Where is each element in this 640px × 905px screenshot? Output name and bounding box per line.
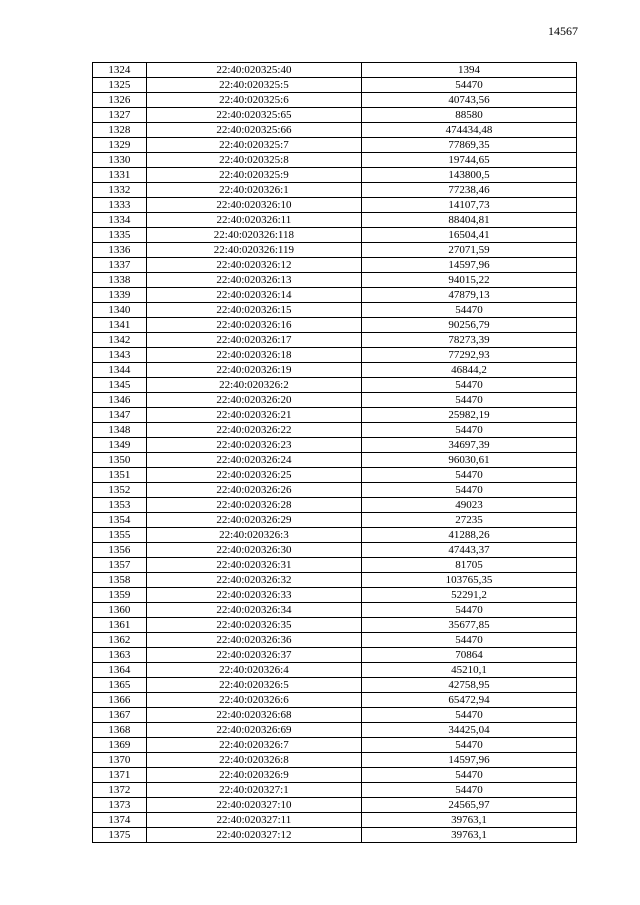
value-cell: 103765,35: [362, 573, 577, 588]
row-number-cell: 1332: [93, 183, 147, 198]
value-cell: 34697,39: [362, 438, 577, 453]
table-row: [93, 183, 577, 198]
value-cell: 47443,37: [362, 543, 577, 558]
value-cell: 65472,94: [362, 693, 577, 708]
row-number-cell: 1327: [93, 108, 147, 123]
page-number: 14567: [548, 24, 578, 38]
cadastral-number-cell: 22:40:020326:16: [146, 318, 361, 333]
row-number-cell: 1368: [93, 723, 147, 738]
row-number-cell: 1339: [93, 288, 147, 303]
table-row: [93, 783, 577, 798]
value-cell: 77869,35: [362, 138, 577, 153]
row-number-cell: 1362: [93, 633, 147, 648]
row-number-cell: 1365: [93, 678, 147, 693]
table-row: [93, 198, 577, 213]
table-row: [93, 513, 577, 528]
table-row: [93, 603, 577, 618]
table-row: [93, 753, 577, 768]
cadastral-number-cell: 22:40:020326:33: [146, 588, 361, 603]
row-number-cell: 1347: [93, 408, 147, 423]
table-row: [93, 333, 577, 348]
row-number-cell: 1361: [93, 618, 147, 633]
value-cell: 70864: [362, 648, 577, 663]
row-number-cell: 1325: [93, 78, 147, 93]
table-row: [93, 693, 577, 708]
table-row: [93, 288, 577, 303]
table-row: [93, 138, 577, 153]
value-cell: 88580: [362, 108, 577, 123]
value-cell: 25982,19: [362, 408, 577, 423]
row-number-cell: 1370: [93, 753, 147, 768]
table-row: [93, 633, 577, 648]
row-number-cell: 1345: [93, 378, 147, 393]
table-row: [93, 723, 577, 738]
cadastral-number-cell: 22:40:020325:8: [146, 153, 361, 168]
row-number-cell: 1328: [93, 123, 147, 138]
row-number-cell: 1326: [93, 93, 147, 108]
value-cell: 42758,95: [362, 678, 577, 693]
cadastral-number-cell: 22:40:020326:26: [146, 483, 361, 498]
table-row: [93, 588, 577, 603]
row-number-cell: 1338: [93, 273, 147, 288]
cadastral-number-cell: 22:40:020325:40: [146, 63, 361, 78]
table-row: [93, 528, 577, 543]
cadastral-number-cell: 22:40:020326:69: [146, 723, 361, 738]
value-cell: 27235: [362, 513, 577, 528]
cadastral-number-cell: 22:40:020326:29: [146, 513, 361, 528]
table-row: [93, 213, 577, 228]
row-number-cell: 1349: [93, 438, 147, 453]
value-cell: 54470: [362, 483, 577, 498]
row-number-cell: 1364: [93, 663, 147, 678]
cadastral-number-cell: 22:40:020326:10: [146, 198, 361, 213]
cadastral-number-cell: 22:40:020326:118: [146, 228, 361, 243]
row-number-cell: 1348: [93, 423, 147, 438]
value-cell: 39763,1: [362, 813, 577, 828]
table-row: [93, 168, 577, 183]
row-number-cell: 1360: [93, 603, 147, 618]
cadastral-number-cell: 22:40:020325:66: [146, 123, 361, 138]
value-cell: 46844,2: [362, 363, 577, 378]
table-row: [93, 318, 577, 333]
cadastral-number-cell: 22:40:020326:25: [146, 468, 361, 483]
cadastral-number-cell: 22:40:020325:9: [146, 168, 361, 183]
value-cell: 54470: [362, 603, 577, 618]
value-cell: 54470: [362, 738, 577, 753]
value-cell: 54470: [362, 78, 577, 93]
row-number-cell: 1374: [93, 813, 147, 828]
cadastral-number-cell: 22:40:020326:2: [146, 378, 361, 393]
cadastral-number-cell: 22:40:020326:12: [146, 258, 361, 273]
table-row: [93, 678, 577, 693]
value-cell: 77238,46: [362, 183, 577, 198]
value-cell: 54470: [362, 633, 577, 648]
row-number-cell: 1335: [93, 228, 147, 243]
table-row: [93, 303, 577, 318]
row-number-cell: 1329: [93, 138, 147, 153]
value-cell: 94015,22: [362, 273, 577, 288]
cadastral-number-cell: 22:40:020326:37: [146, 648, 361, 663]
table-row: [93, 663, 577, 678]
table-row: [93, 378, 577, 393]
cadastral-number-cell: 22:40:020326:119: [146, 243, 361, 258]
row-number-cell: 1337: [93, 258, 147, 273]
table-row: [93, 348, 577, 363]
data-table: [92, 62, 577, 843]
cadastral-number-cell: 22:40:020325:7: [146, 138, 361, 153]
value-cell: 81705: [362, 558, 577, 573]
value-cell: 1394: [362, 63, 577, 78]
table-row: [93, 123, 577, 138]
table-row: [93, 828, 577, 843]
row-number-cell: 1354: [93, 513, 147, 528]
cadastral-number-cell: 22:40:020326:13: [146, 273, 361, 288]
row-number-cell: 1341: [93, 318, 147, 333]
table-row: [93, 393, 577, 408]
table-row: [93, 273, 577, 288]
row-number-cell: 1333: [93, 198, 147, 213]
row-number-cell: 1372: [93, 783, 147, 798]
cadastral-number-cell: 22:40:020326:1: [146, 183, 361, 198]
row-number-cell: 1356: [93, 543, 147, 558]
cadastral-number-cell: 22:40:020326:3: [146, 528, 361, 543]
row-number-cell: 1343: [93, 348, 147, 363]
row-number-cell: 1350: [93, 453, 147, 468]
row-number-cell: 1357: [93, 558, 147, 573]
table-row: [93, 438, 577, 453]
value-cell: 54470: [362, 783, 577, 798]
row-number-cell: 1324: [93, 63, 147, 78]
row-number-cell: 1373: [93, 798, 147, 813]
cadastral-number-cell: 22:40:020326:5: [146, 678, 361, 693]
cadastral-number-cell: 22:40:020327:11: [146, 813, 361, 828]
table-row: [93, 108, 577, 123]
table-row: [93, 498, 577, 513]
cadastral-number-cell: 22:40:020326:34: [146, 603, 361, 618]
table-row: [93, 618, 577, 633]
cadastral-number-cell: 22:40:020326:68: [146, 708, 361, 723]
value-cell: 78273,39: [362, 333, 577, 348]
cadastral-number-cell: 22:40:020325:5: [146, 78, 361, 93]
cadastral-number-cell: 22:40:020326:21: [146, 408, 361, 423]
row-number-cell: 1355: [93, 528, 147, 543]
value-cell: 54470: [362, 393, 577, 408]
value-cell: 52291,2: [362, 588, 577, 603]
table-row: [93, 153, 577, 168]
value-cell: 34425,04: [362, 723, 577, 738]
cadastral-number-cell: 22:40:020326:15: [146, 303, 361, 318]
value-cell: 49023: [362, 498, 577, 513]
value-cell: 24565,97: [362, 798, 577, 813]
cadastral-number-cell: 22:40:020326:23: [146, 438, 361, 453]
row-number-cell: 1353: [93, 498, 147, 513]
table-row: [93, 258, 577, 273]
cadastral-number-cell: 22:40:020326:6: [146, 693, 361, 708]
table-row: [93, 423, 577, 438]
value-cell: 14597,96: [362, 753, 577, 768]
table-row: [93, 573, 577, 588]
value-cell: 27071,59: [362, 243, 577, 258]
value-cell: 54470: [362, 708, 577, 723]
table-row: [93, 453, 577, 468]
cadastral-number-cell: 22:40:020326:22: [146, 423, 361, 438]
table-row: [93, 648, 577, 663]
table-row: [93, 468, 577, 483]
cadastral-number-cell: 22:40:020326:8: [146, 753, 361, 768]
cadastral-number-cell: 22:40:020326:9: [146, 768, 361, 783]
table-row: [93, 543, 577, 558]
row-number-cell: 1366: [93, 693, 147, 708]
value-cell: 54470: [362, 423, 577, 438]
table-row: [93, 78, 577, 93]
table-row: [93, 768, 577, 783]
cadastral-number-cell: 22:40:020326:28: [146, 498, 361, 513]
value-cell: 143800,5: [362, 168, 577, 183]
cadastral-number-cell: 22:40:020326:30: [146, 543, 361, 558]
cadastral-number-cell: 22:40:020327:10: [146, 798, 361, 813]
row-number-cell: 1351: [93, 468, 147, 483]
value-cell: 88404,81: [362, 213, 577, 228]
row-number-cell: 1363: [93, 648, 147, 663]
row-number-cell: 1334: [93, 213, 147, 228]
table-row: [93, 408, 577, 423]
table-body: [93, 63, 577, 843]
row-number-cell: 1331: [93, 168, 147, 183]
table-row: [93, 558, 577, 573]
cadastral-number-cell: 22:40:020326:31: [146, 558, 361, 573]
cadastral-number-cell: 22:40:020327:1: [146, 783, 361, 798]
cadastral-number-cell: 22:40:020326:36: [146, 633, 361, 648]
value-cell: 54470: [362, 303, 577, 318]
table-row: [93, 708, 577, 723]
table-row: [93, 813, 577, 828]
table-row: [93, 363, 577, 378]
row-number-cell: 1371: [93, 768, 147, 783]
table-row: [93, 798, 577, 813]
value-cell: 45210,1: [362, 663, 577, 678]
cadastral-number-cell: 22:40:020326:11: [146, 213, 361, 228]
value-cell: 96030,61: [362, 453, 577, 468]
table-row: [93, 483, 577, 498]
value-cell: 40743,56: [362, 93, 577, 108]
row-number-cell: 1344: [93, 363, 147, 378]
table-row: [93, 228, 577, 243]
value-cell: 54470: [362, 768, 577, 783]
value-cell: 54470: [362, 378, 577, 393]
row-number-cell: 1342: [93, 333, 147, 348]
row-number-cell: 1336: [93, 243, 147, 258]
row-number-cell: 1352: [93, 483, 147, 498]
row-number-cell: 1330: [93, 153, 147, 168]
cadastral-number-cell: 22:40:020327:12: [146, 828, 361, 843]
value-cell: 19744,65: [362, 153, 577, 168]
value-cell: 474434,48: [362, 123, 577, 138]
value-cell: 16504,41: [362, 228, 577, 243]
value-cell: 77292,93: [362, 348, 577, 363]
table-row: [93, 243, 577, 258]
row-number-cell: 1340: [93, 303, 147, 318]
cadastral-number-cell: 22:40:020325:6: [146, 93, 361, 108]
cadastral-number-cell: 22:40:020326:14: [146, 288, 361, 303]
cadastral-number-cell: 22:40:020326:19: [146, 363, 361, 378]
value-cell: 47879,13: [362, 288, 577, 303]
cadastral-number-cell: 22:40:020325:65: [146, 108, 361, 123]
cadastral-number-cell: 22:40:020326:7: [146, 738, 361, 753]
cadastral-number-cell: 22:40:020326:24: [146, 453, 361, 468]
row-number-cell: 1369: [93, 738, 147, 753]
value-cell: 39763,1: [362, 828, 577, 843]
cadastral-number-cell: 22:40:020326:35: [146, 618, 361, 633]
value-cell: 41288,26: [362, 528, 577, 543]
table-row: [93, 738, 577, 753]
value-cell: 35677,85: [362, 618, 577, 633]
row-number-cell: 1375: [93, 828, 147, 843]
value-cell: 90256,79: [362, 318, 577, 333]
cadastral-number-cell: 22:40:020326:32: [146, 573, 361, 588]
table-row: [93, 63, 577, 78]
cadastral-number-cell: 22:40:020326:17: [146, 333, 361, 348]
row-number-cell: 1358: [93, 573, 147, 588]
cadastral-number-cell: 22:40:020326:4: [146, 663, 361, 678]
row-number-cell: 1367: [93, 708, 147, 723]
table-row: [93, 93, 577, 108]
value-cell: 14597,96: [362, 258, 577, 273]
value-cell: 14107,73: [362, 198, 577, 213]
value-cell: 54470: [362, 468, 577, 483]
row-number-cell: 1359: [93, 588, 147, 603]
row-number-cell: 1346: [93, 393, 147, 408]
cadastral-number-cell: 22:40:020326:20: [146, 393, 361, 408]
cadastral-number-cell: 22:40:020326:18: [146, 348, 361, 363]
